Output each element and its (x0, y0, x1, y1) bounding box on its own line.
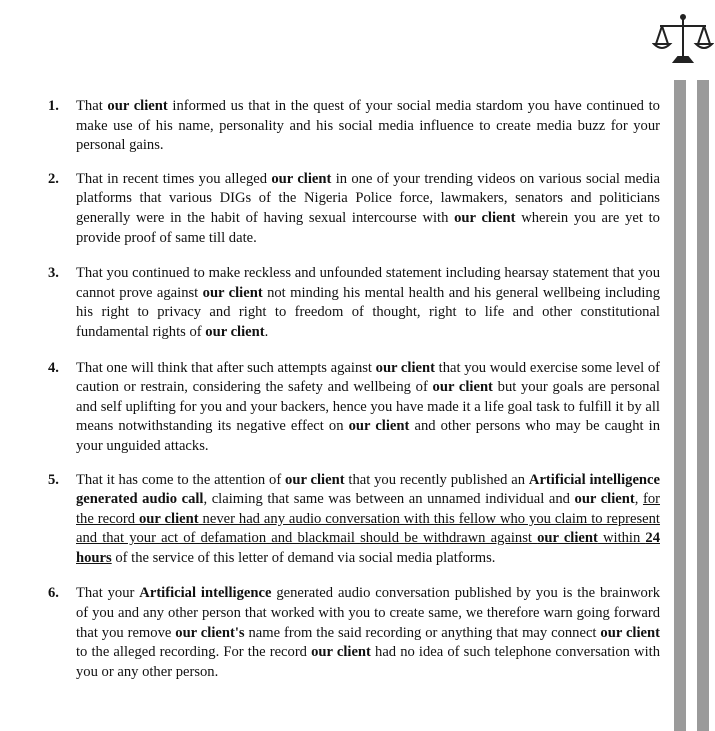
paragraph-text (76, 265, 660, 340)
text-run: never had any audio conversation with this fellow who you claim to represent and that your act of defamation and blackmail should be withdrawn against (76, 510, 660, 547)
bold-text: our client (138, 510, 199, 527)
text-run: within (597, 530, 646, 547)
bold-text: our client (348, 418, 410, 435)
bold-text: our client (454, 209, 516, 226)
bold-text: our client (311, 644, 371, 661)
text-run: name from the said recording or anything that may connect (244, 624, 601, 641)
bold-text: our client (285, 471, 345, 488)
paragraph-4 (40, 359, 660, 457)
paragraph-number: 5. (48, 471, 59, 488)
text-run: That you continued to make reckless and unfounded statement including hearsay statement that you cannot prove against (76, 265, 660, 301)
text-run: , claiming that same was between an unnamed individual and (203, 491, 575, 508)
text-run: informed us that in the quest of your social media stardom you have continued to make use of his name, personality and his social media influence to create media buzz for your personal gains. (76, 98, 660, 154)
text-run: That (76, 98, 108, 114)
text-run: generated audio conversation published by you is the brainwork of you and any other person that worked with you to create same, we therefore warn going forward that you remove (76, 585, 660, 641)
paragraph-text (76, 171, 660, 246)
text-run: of the service of this letter of demand via social media platforms. (111, 549, 496, 566)
paragraph-2 (40, 170, 660, 248)
paragraph-number: 2. (48, 170, 59, 187)
paragraph-5 (40, 471, 660, 569)
bold-text: our client (432, 379, 493, 396)
bold-text: our client (202, 284, 263, 301)
bold-text: our client (107, 98, 168, 114)
text-run: had no idea of such telephone conversation with you or any other person. (76, 644, 660, 680)
paragraph-number: 4. (48, 359, 59, 376)
bold-text: our client (271, 170, 332, 187)
bold-text: our client (375, 359, 435, 376)
paragraph-6 (40, 584, 660, 682)
bold-text: our client (574, 491, 635, 508)
paragraph-number: 6. (48, 585, 59, 602)
numbered-paragraph-list (40, 97, 660, 682)
paragraph-3 (40, 264, 660, 342)
paragraph-number: 1. (48, 98, 59, 114)
decorative-bar-left (674, 80, 686, 731)
bold-text: our client (537, 530, 598, 547)
paragraph-text (76, 585, 660, 679)
bold-text: our client's (175, 624, 245, 641)
text-run: That in recent times you alleged (76, 170, 272, 187)
paragraph-text (76, 98, 660, 153)
bold-text: 24 hours (76, 530, 660, 566)
text-run: and other persons who may be caught in your unguided attacks. (76, 418, 660, 454)
text-run: but your goals are personal and self uplifting for you and your backers, hence you have made it a life goal task to fulfill it by all means notwithstanding its negative effect on (76, 379, 660, 435)
text-run: , (634, 491, 643, 508)
text-run: That it has come to the attention of (76, 471, 286, 488)
bold-text: our client (600, 624, 660, 641)
scales-of-justice-icon (652, 10, 714, 68)
text-run: . (264, 323, 269, 340)
text-run: That your (76, 585, 140, 602)
bold-text: Artificial intelligence (139, 585, 272, 602)
decorative-bar-right (697, 80, 709, 731)
text-run: That one will think that after such attempts against (76, 359, 376, 376)
text-run: to the alleged recording. For the record (76, 644, 312, 661)
text-run: in one of your trending videos on various social media platforms that various DIGs of the Nigeria Police force, lawmakers, senators and politicians generally were in the habit of having sexual intercourse with (76, 170, 660, 226)
text-run: for the record (76, 491, 660, 527)
text-run: wherein you are yet to provide proof of same till date. (76, 209, 660, 246)
text-run: not minding his mental health and his general wellbeing including his right to privacy and right to freedom of thought, right to life and other constitutional fundamental rights of (76, 284, 660, 340)
paragraph-1 (40, 97, 660, 156)
paragraph-number: 3. (48, 265, 59, 282)
paragraph-text (76, 472, 660, 566)
bold-text: our client (205, 323, 265, 340)
bold-text: Artificial intelligence generated audio call (76, 471, 660, 508)
paragraph-text (76, 360, 660, 454)
text-run: that you recently published an (344, 471, 529, 488)
text-run: that you would exercise some level of caution or restrain, considering the safety and wellbeing of (76, 359, 661, 396)
